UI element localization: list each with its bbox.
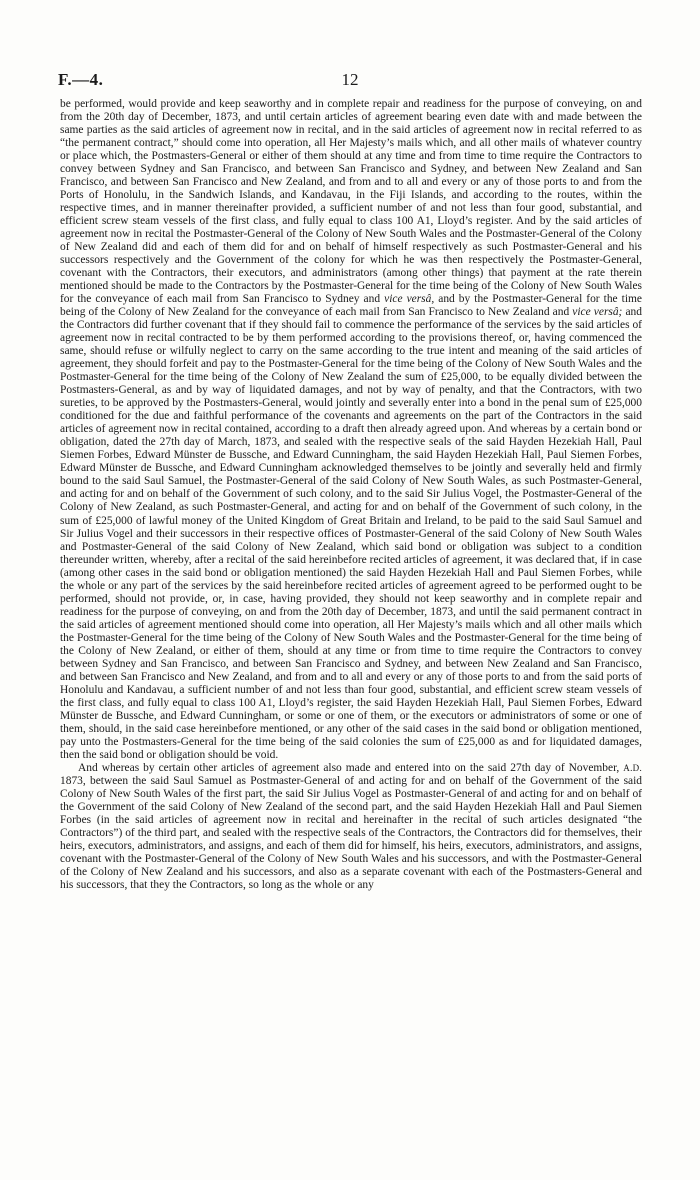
body-text xyxy=(60,98,642,892)
italic-vice-versa-1: vice versâ, xyxy=(384,293,435,306)
running-header xyxy=(58,70,642,92)
page-number: 12 xyxy=(341,70,359,89)
paragraph-1-part-c: and the Contractors did further covenant that if they should fail to commence the performance of the services by the said articles of agreement now in recital contracted to be by them performed according to the provisions thereof, or, having commenced the same, should refuse or wilfully neglect to carry on the same according to the true intent and meaning of the said articles of agreement, they should forfeit and pay to the Postmaster-General for the time being of the Colony of New South Wales and the Postmaster-General for the time being of the Colony of New Zealand the sum of £25,000, to be equally divided between the Postmasters-General, as and by way of liquidated damages, and not by way of penalty, and that the Contractors, with two sureties, to be approved by the Postmasters-General, would jointly and severally enter into a bond in the penal sum of £25,000 conditioned for the due and faithful performance of the covenants and agreements on the part of the Contractors in the said articles of agreement now in recital contained, according to a draft then already agreed upon. And whereas by a certain bond or obligation, dated the 27th day of March, 1873, and sealed with the respective seals of the said Hayden Hezekiah Hall, Paul Siemen Forbes, Edward Münster de Bussche, and Edward Cunningham, the said Hayden Hezekiah Hall, Paul Siemen Forbes, Edward Münster de Bussche, and Edward Cunningham acknowledged themselves to be jointly and severally held and firmly bound to the said Saul Samuel, the Postmaster-General of the said Colony of New South Wales, as such Postmaster-General, and acting for and on behalf of the Government of such colony, and to the said Sir Julius Vogel, the Postmaster-General of the Colony of New Zealand, as such Postmaster-General, and acting for and on behalf of the Government of such colony, in the sum of £25,000 of lawful money of the United Kingdom of Great Britain and Ireland, to be paid to the said Saul Samuel and Sir Julius Vogel and their successors in their respective offices of Postmaster-General of the said Colony of New South Wales and Postmaster-General of the said Colony of New Zealand, which said bond or obligation was subject to a condition thereunder written, whereby, after a recital of the said hereinbefore recited articles of agreement, it was declared that, if in case (among other cases in the said bond or obligation mentioned) the said Hayden Hezekiah Hall and Paul Siemen Forbes, while the whole or any part of the services by the said hereinbefore recited articles of agreement agreed to be performed ought to be performed, should not provide, or, in case, having provided, they should not keep seaworthy and in complete repair and readiness for the purpose of conveying, on and from the 20th day of December, 1873, and until the said permanent contract in the said articles of agreement mentioned should come into operation, all Her Majesty’s mails which and all other mails which the Postmaster-General for the time being of the Colony of New South Wales and the Postmaster-General for the time being of the Colony of New Zealand, or either of them, should at any time or from time to time require the Contractors to convey between Sydney and San Francisco, and between San Francisco and Sydney, and between New Zealand and San Francisco, and between San Francisco and New Zealand, and from and to all and every or any of those ports to and from the said ports of Honolulu and Kandavau, a sufficient number of and not less than four good, substantial, and efficient screw steam vessels of the first class, and fully equal to class 100 A1, Lloyd’s register, the said Hayden Hezekiah Hall, Paul Siemen Forbes, Edward Münster de Bussche, and Edward Cunningham, or some or one of them, or the executors or administrators of some or one of them, should, in the said case hereinbefore mentioned, or any other of the said cases in the said bond or obligation mentioned, pay unto the Postmasters-General for the time being of the said colonies the sum of £25,000 as and for liquidated damages, then the said bond or obligation should be void. xyxy=(60,306,642,761)
page-reference: F.—4. xyxy=(58,70,104,89)
paragraph-1-part-b: and by the Postmaster-General for the time being of the Colony of New Zealand for the conveyance of each mail from San Francisco to New Zealand and xyxy=(60,293,642,319)
paragraph-1-part-a: be performed, would provide and keep seaworthy and in complete repair and readiness for the purpose of conveying, on and from the 20th day of December, 1873, and until certain articles of agreement bearing even date with and made between the same parties as the said articles of agreement now in recital, and in the said articles of agreement now in recital referred to as “the permanent contract,” should come into operation, all Her Majesty’s mails which, and all other mails of whatever country or place which, the Postmasters-General or either of them should at any time and from time to time require the Contractors to convey between Sydney and San Francisco, and between San Francisco and Sydney, and between New Zealand and San Francisco, and between San Francisco and New Zealand, and from and to all and every or any of those ports to and from the Ports of Honolulu, in the Sandwich Islands, and Kandavau, in the Fiji Islands, and according to the routes, within the respective times, and in manner thereinafter provided, a sufficient number of and not less than four good, substantial, and efficient screw steam vessels of the first class, and fully equal to class 100 A1, Lloyd’s register. And by the said articles of agreement now in recital the Postmaster-General of the Colony of New South Wales and the Postmaster-General of the Colony of New Zealand did and each of them did for and on behalf of himself respectively as such Postmaster-General and his successors respectively and the Government of the colony for which he was then respectively the Postmaster-General, covenant with the Contractors, their executors, and administrators (among other things) that payment at the rate therein mentioned should be made to the Contractors by the Postmaster-General for the time being of the Colony of New South Wales for the conveyance of each mail from San Francisco to Sydney and xyxy=(60,98,642,306)
paragraph-2-part-b: 1873, between the said Saul Samuel as Postmaster-General of and acting for and on behalf of the Government of the said Colony of New South Wales of the first part, the said Sir Julius Vogel as Postmaster-General of and acting for and on behalf of the Government of the said Colony of New Zealand of the second part, and the said Hayden Hezekiah Hall and Paul Siemen Forbes (in the said articles of agreement now in recital and hereinafter in the recital of such articles designated “the Contractors”) of the third part, and sealed with the respective seals of the Contractors, the Contractors did for themselves, their heirs, executors, administrators, and assigns, and each of them did for himself, his heirs, executors, administrators, and assigns, covenant with the Postmaster-General of the Colony of New South Wales and his successors, and with the Postmaster-General of the Colony of New Zealand and his successors, and also as a separate covenant with each of the Postmasters-General and his successors, that they the Contractors, so long as the whole or any xyxy=(60,774,642,891)
paragraph-1 xyxy=(60,98,642,762)
paragraph-2-part-a: And whereas by certain other articles of agreement also made and entered into on the said 27th day of November, xyxy=(78,761,624,774)
italic-vice-versa-2: vice versâ; xyxy=(572,306,623,319)
anno-domini: A.D. xyxy=(623,762,642,773)
paragraph-2 xyxy=(60,762,642,892)
